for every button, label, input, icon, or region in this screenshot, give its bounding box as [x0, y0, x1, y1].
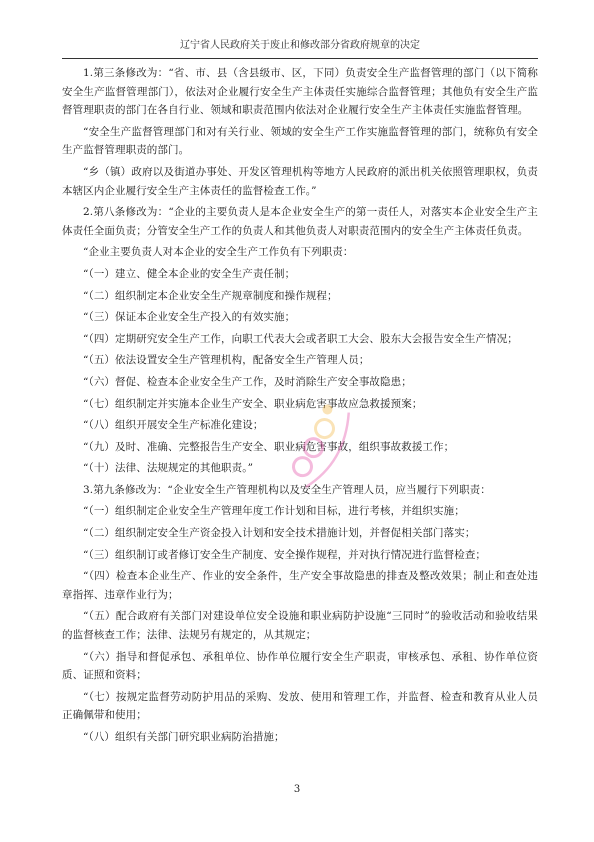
paragraph: “（三）保证本企业安全生产投入的有效实施； [83, 311, 296, 324]
paragraph: “（七）按规定监督劳动防护用品的采购、发放、使用和管理工作，并监督、检查和教育从业人员正确佩带和使用； [62, 690, 538, 722]
paragraph: “（七）组织制定并实施本企业生产安全、职业病危害事故应急救援预案； [83, 397, 423, 410]
document-body [62, 64, 538, 750]
paragraph: “（五）依法设置安全生产管理机构，配备安全生产管理人员； [83, 354, 370, 367]
running-header: 辽宁省人民政府关于废止和修改部分省政府规章的决定 [180, 40, 420, 51]
paragraph: “（一）组织制定企业安全生产管理年度工作计划和目标，进行考核，并组织实施； [83, 505, 465, 518]
paragraph: “（二）组织制定安全生产资金投入计划和安全技术措施计划，并督促相关部门落实； [83, 527, 476, 540]
paragraph: “（四）定期研究安全生产工作，向职工代表大会或者职工大会、股东大会报告安全生产情况； [83, 332, 518, 345]
paragraph: “（三）组织制订或者修订安全生产制度、安全操作规程，并对执行情况进行监督检查； [83, 548, 487, 561]
paragraph: 1.第三条修改为：“省、市、县（含县级市、区，下同）负责安全生产监督管理的部门（以下简称安全生产监督管理部门），依法对企业履行安全生产主体责任实施综合监督管理；其他负有安全生产监督管理职责的部门在各自行业、领域和职责范围内依法对企业履行安全生产主体责任实施监督管理。 [62, 67, 538, 117]
paragraph: “（一）建立、健全本企业的安全生产责任制； [83, 267, 296, 280]
paragraph: “（十）法律、法规规定的其他职责。” [83, 462, 254, 475]
paragraph: “（五）配合政府有关部门对建设单位安全设施和职业病防护设施“三同时”的验收活动和验收结果的监督核查工作；法律、法规另有规定的，从其规定； [62, 610, 538, 642]
paragraph: “（六）督促、检查本企业安全生产工作，及时消除生产安全事故隐患； [83, 375, 412, 388]
paragraph: “（四）检查本企业生产、作业的安全条件，生产安全事故隐患的排查及整改效果；制止和查处违章指挥、违章作业行为； [62, 570, 538, 601]
paragraph: 2.第八条修改为：“企业的主要负责人是本企业安全生产的第一责任人，对落实本企业安全生产主体责任全面负责；分管安全生产工作的负责人和其他负责人对职责范围内的安全生产主体责任负责。 [62, 206, 538, 237]
paragraph: “（八）组织开展安全生产标准化建设； [83, 419, 264, 432]
paragraph: “乡（镇）政府以及街道办事处、开发区管理机构等地方人民政府的派出机关依照管理职权，负责本辖区内企业履行安全生产主体责任的监督检查工作。” [62, 165, 538, 197]
paragraph: “（八）组织有关部门研究职业病防治措施； [83, 731, 285, 743]
paragraph: “（六）指导和督促承包、承租单位、协作单位履行安全生产职责，审核承包、承租、协作单位资质、证照和资料； [62, 650, 538, 682]
page-number: 3 [293, 784, 301, 795]
paragraph: “（二）组织制定本企业安全生产规章制度和操作规程； [83, 289, 338, 302]
paragraph: “安全生产监督管理部门和对有关行业、领域的安全生产工作实施监督管理的部门，统称负有安全生产监督管理职责的部门。 [62, 125, 538, 157]
paragraph: 3.第九条修改为：“企业安全生产管理机构以及安全生产管理人员，应当履行下列职责： [83, 483, 491, 496]
header-divider [62, 58, 538, 59]
paragraph: “企业主要负责人对本企业的安全生产工作负有下列职责： [83, 246, 354, 259]
paragraph: “（九）及时、准确、完整报告生产安全、职业病危害事故，组织事故救援工作； [83, 440, 455, 453]
